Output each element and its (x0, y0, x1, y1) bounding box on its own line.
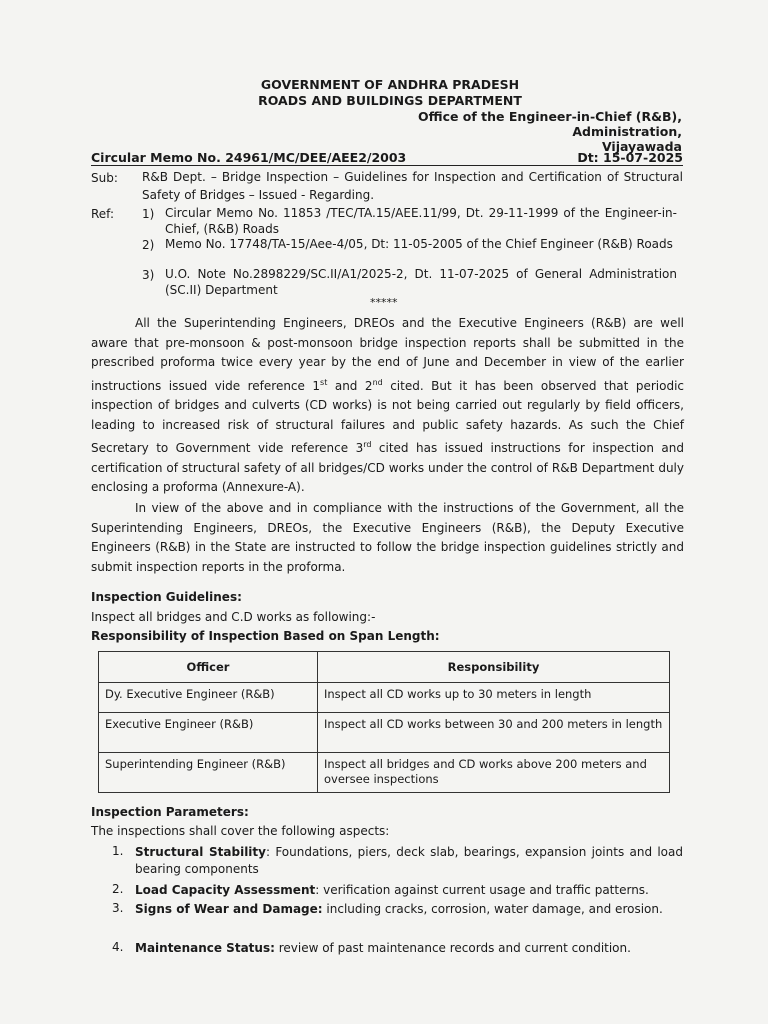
officer-cell: Dy. Executive Engineer (R&B) (99, 683, 318, 713)
responsibility-table (98, 651, 670, 793)
ref-number-1: 1) (142, 207, 155, 221)
parameter-title: Load Capacity Assessment (135, 883, 316, 897)
memo-date: Dt: 15-07-2025 (577, 150, 683, 165)
parameter-text: : Foundations, piers, deck slab, bearings, expansion joints and load bearing components (135, 845, 683, 876)
responsibility-cell: Inspect all CD works up to 30 meters in length (318, 683, 670, 713)
parameter-title: Signs of Wear and Damage: (135, 902, 323, 916)
paragraph-1 (91, 314, 684, 498)
subject-text: R&B Dept. – Bridge Inspection – Guidelines for Inspection and Certification of Structural Safety of Bridges – Issued - Regarding. (142, 170, 683, 202)
list-item (135, 882, 683, 899)
parameter-number: 4. (112, 940, 124, 954)
list-item (135, 901, 683, 918)
responsibility-cell: Inspect all CD works between 30 and 200 meters in length (318, 713, 670, 753)
officer-cell: Executive Engineer (R&B) (99, 713, 318, 753)
paragraph-1-part-c: cited. But it has been observed that periodic inspection of bridges and culverts (CD works) is not being carried out regularly by field officers, leading to increased risk of structural failures and public safety hazards. As such the Chief Secretary to Government vide reference 3 (91, 378, 685, 455)
paragraph-1-part-d: cited has issued instructions for inspection and certification of structural safety of all bridges/CD works under the control of R&B Department duly enclosing a proforma (Annexure-A). (91, 441, 684, 494)
table-row (99, 713, 670, 753)
government-heading: GOVERNMENT OF ANDHRA PRADESH (260, 77, 520, 92)
paragraph-2: In view of the above and in compliance with the instructions of the Government, all the Superintending Engineers, DREOs, the Executive Engineers (R&B), the Deputy Executive Engineers (R&B) in the State are instructed to follow the bridge inspection guidelines strictly and submit inspection reports in the proforma. (91, 501, 684, 574)
city-line: Vijayawada (601, 139, 682, 154)
inspection-parameters-heading: Inspection Parameters: (91, 805, 249, 819)
department-heading: ROADS AND BUILDINGS DEPARTMENT (258, 93, 522, 108)
guidelines-intro: Inspect all bridges and C.D works as following:- (91, 610, 376, 624)
ref-item-2: Memo No. 17748/TA-15/Aee-4/05, Dt: 11-05-2005 of the Chief Engineer (R&B) Roads (165, 237, 673, 251)
sub-label: Sub: (91, 171, 118, 185)
parameters-intro: The inspections shall cover the following aspects: (91, 824, 390, 838)
separator-stars: ***** (370, 296, 398, 309)
ref-number-3: 3) (142, 268, 155, 282)
table-row (99, 683, 670, 713)
parameter-number: 2. (112, 882, 124, 896)
sup-st: st (320, 377, 328, 387)
parameter-text: review of past maintenance records and current condition. (274, 941, 631, 955)
list-item (135, 844, 683, 878)
list-item (135, 940, 683, 957)
administration-line: Administration, (572, 124, 682, 139)
ref-item-1: Circular Memo No. 11853 /TEC/TA.15/AEE.11/99, Dt. 29-11-1999 of the Engineer-in-Chief, (R&B) Roads (165, 206, 677, 236)
sup-nd: nd (372, 377, 383, 387)
officer-cell: Superintending Engineer (R&B) (99, 753, 318, 793)
parameter-number: 1. (112, 844, 124, 858)
sup-rd: rd (363, 440, 372, 449)
parameter-text: including cracks, corrosion, water damage, and erosion. (322, 902, 663, 916)
ref-number-2: 2) (142, 238, 155, 252)
header-officer: Officer (99, 652, 318, 683)
parameter-text: : verification against current usage and traffic patterns. (315, 883, 649, 897)
table-header-row (99, 652, 670, 683)
parameter-title: Structural Stability (135, 845, 266, 859)
ref-label: Ref: (91, 207, 115, 221)
memo-number: Circular Memo No. 24961/MC/DEE/AEE2/2003 (91, 150, 407, 165)
office-line: Office of the Engineer-in-Chief (R&B), (418, 109, 682, 124)
ref-item-3: U.O. Note No.2898229/SC.II/A1/2025-2, Dt. 11-07-2025 of General Administration (SC.II) Department (165, 267, 677, 297)
paragraph-1-part-a: All the Superintending Engineers, DREOs and the Executive Engineers (R&B) are well aware that pre-monsoon & post-monsoon bridge inspection reports shall be submitted in the prescribed proforma twice every year by the end of June and December in view of the earlier instructions issued vide reference 1 (91, 316, 684, 393)
paragraph-1-part-b: and 2 (327, 378, 373, 393)
header-responsibility: Responsibility (318, 652, 670, 683)
memo-number-line (91, 150, 683, 166)
responsibility-cell: Inspect all bridges and CD works above 200 meters and oversee inspections (318, 753, 670, 793)
inspection-guidelines-heading: Inspection Guidelines: (91, 590, 242, 604)
parameter-title: Maintenance Status: (135, 941, 275, 955)
table-row (99, 753, 670, 793)
responsibility-heading: Responsibility of Inspection Based on Span Length: (91, 629, 440, 643)
parameter-number: 3. (112, 901, 124, 915)
